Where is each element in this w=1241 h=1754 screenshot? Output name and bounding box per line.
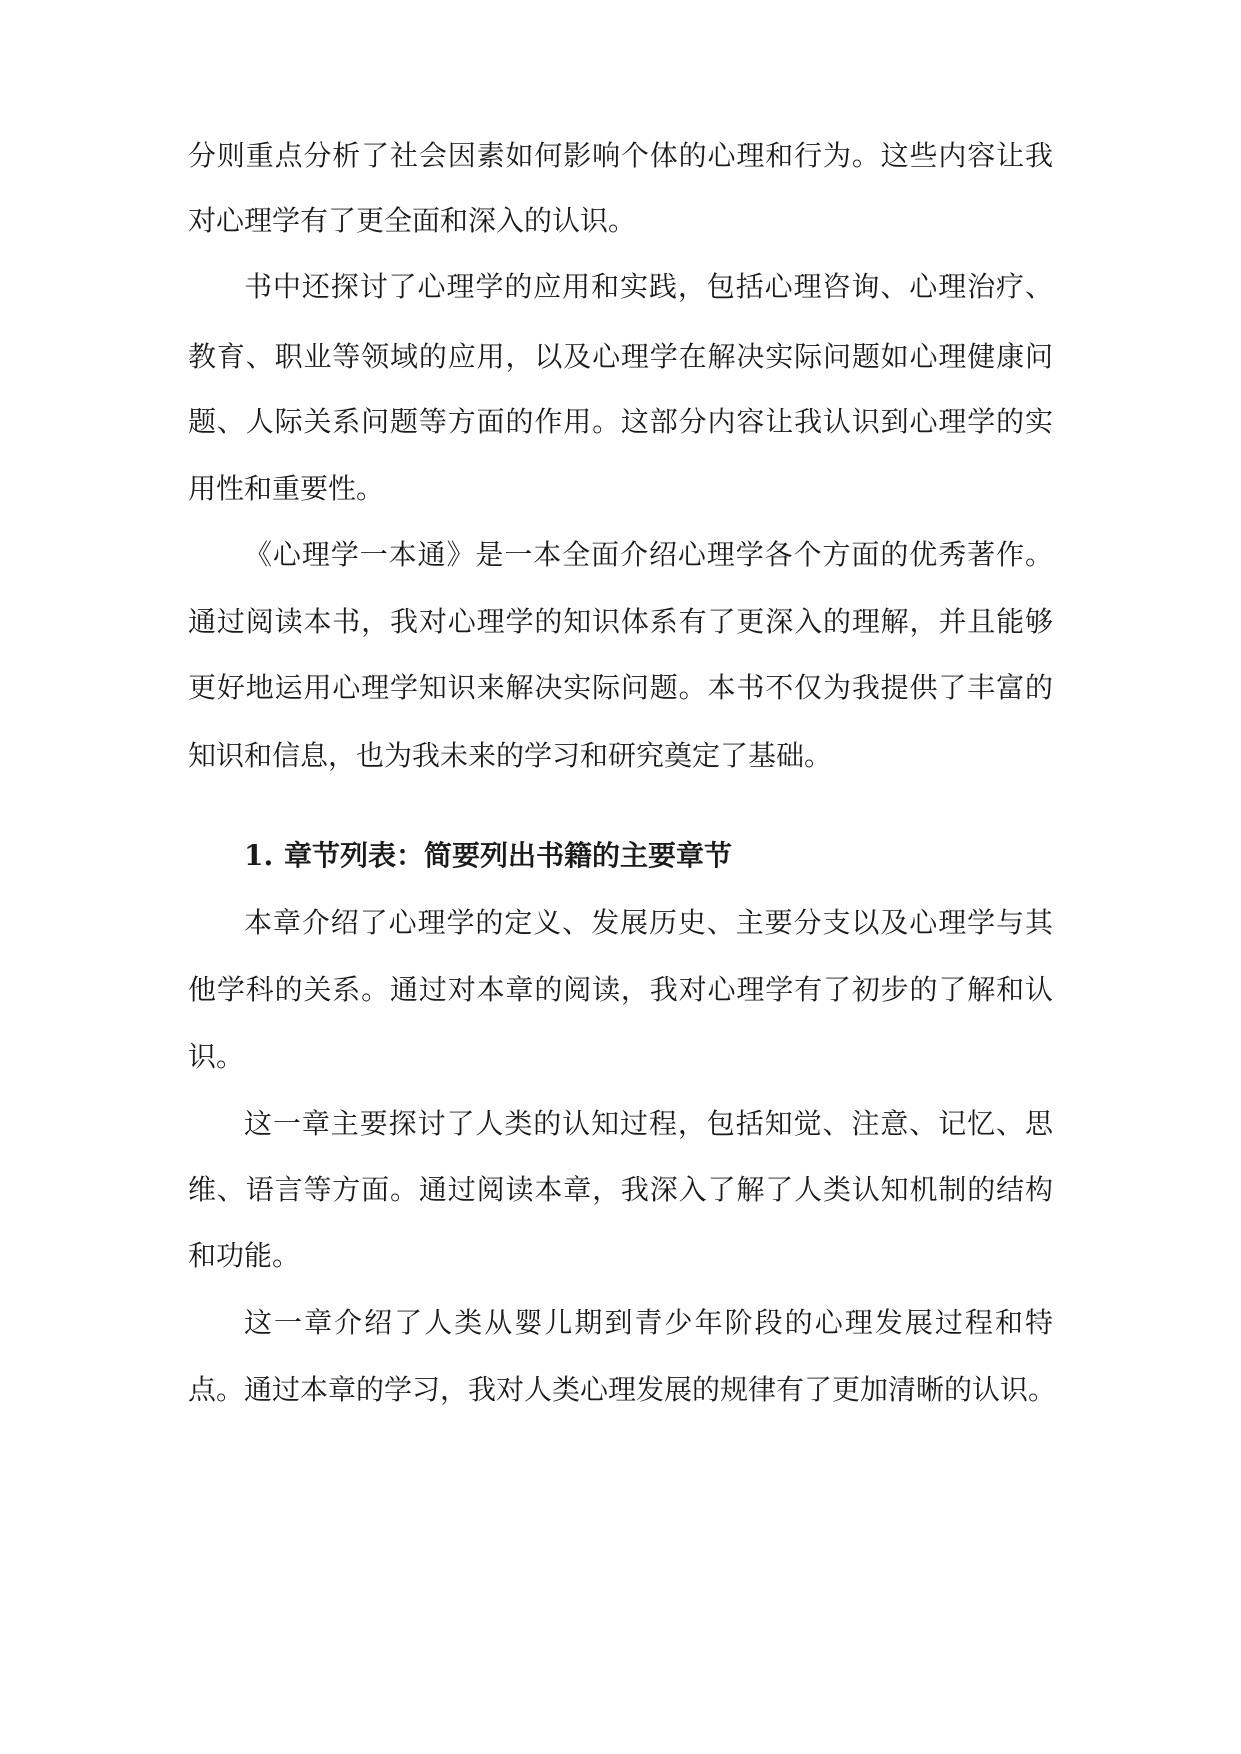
paragraph-line: 对心理学有了更全面和深入的认识。 [188, 204, 637, 237]
section-heading [244, 836, 732, 876]
chapter-line: 维、语言等方面。通过阅读本章，我深入了解了人类认知机制的结构 [188, 1173, 1053, 1206]
section-heading-number: 1. [244, 839, 274, 872]
paragraph-line: 《心理学一本通》是一本全面介绍心理学各个方面的优秀著作。 [244, 538, 1053, 571]
chapter-line: 他学科的关系。通过对本章的阅读，我对心理学有了初步的了解和认 [188, 973, 1053, 1006]
chapter-line: 点。通过本章的学习，我对人类心理发展的规律有了更加清晰的认识。 [188, 1373, 1057, 1406]
chapter-line: 本章介绍了心理学的定义、发展历史、主要分支以及心理学与其 [244, 906, 1053, 939]
section-heading-title: 章节列表：简要列出书籍的主要章节 [284, 839, 733, 872]
chapter-line: 识。 [188, 1040, 245, 1073]
chapter-line: 这一章主要探讨了人类的认知过程，包括知觉、注意、记忆、思 [244, 1107, 1053, 1140]
paragraph-line: 用性和重要性。 [188, 472, 385, 505]
paragraph-line: 书中还探讨了心理学的应用和实践，包括心理咨询、心理治疗、 [244, 270, 1053, 303]
paragraph-line: 通过阅读本书，我对心理学的知识体系有了更深入的理解，并且能够 [188, 605, 1053, 638]
chapter-line: 这一章介绍了人类从婴儿期到青少年阶段的心理发展过程和特 [244, 1306, 1053, 1339]
paragraph-line: 更好地运用心理学知识来解决实际问题。本书不仅为我提供了丰富的 [188, 671, 1053, 704]
paragraph-line: 知识和信息，也为我未来的学习和研究奠定了基础。 [188, 739, 833, 772]
paragraph-line: 题、人际关系问题等方面的作用。这部分内容让我认识到心理学的实 [188, 405, 1053, 438]
paragraph-line: 教育、职业等领域的应用，以及心理学在解决实际问题如心理健康问 [188, 340, 1053, 373]
paragraph-line: 分则重点分析了社会因素如何影响个体的心理和行为。这些内容让我 [188, 139, 1053, 172]
chapter-line: 和功能。 [188, 1239, 301, 1272]
